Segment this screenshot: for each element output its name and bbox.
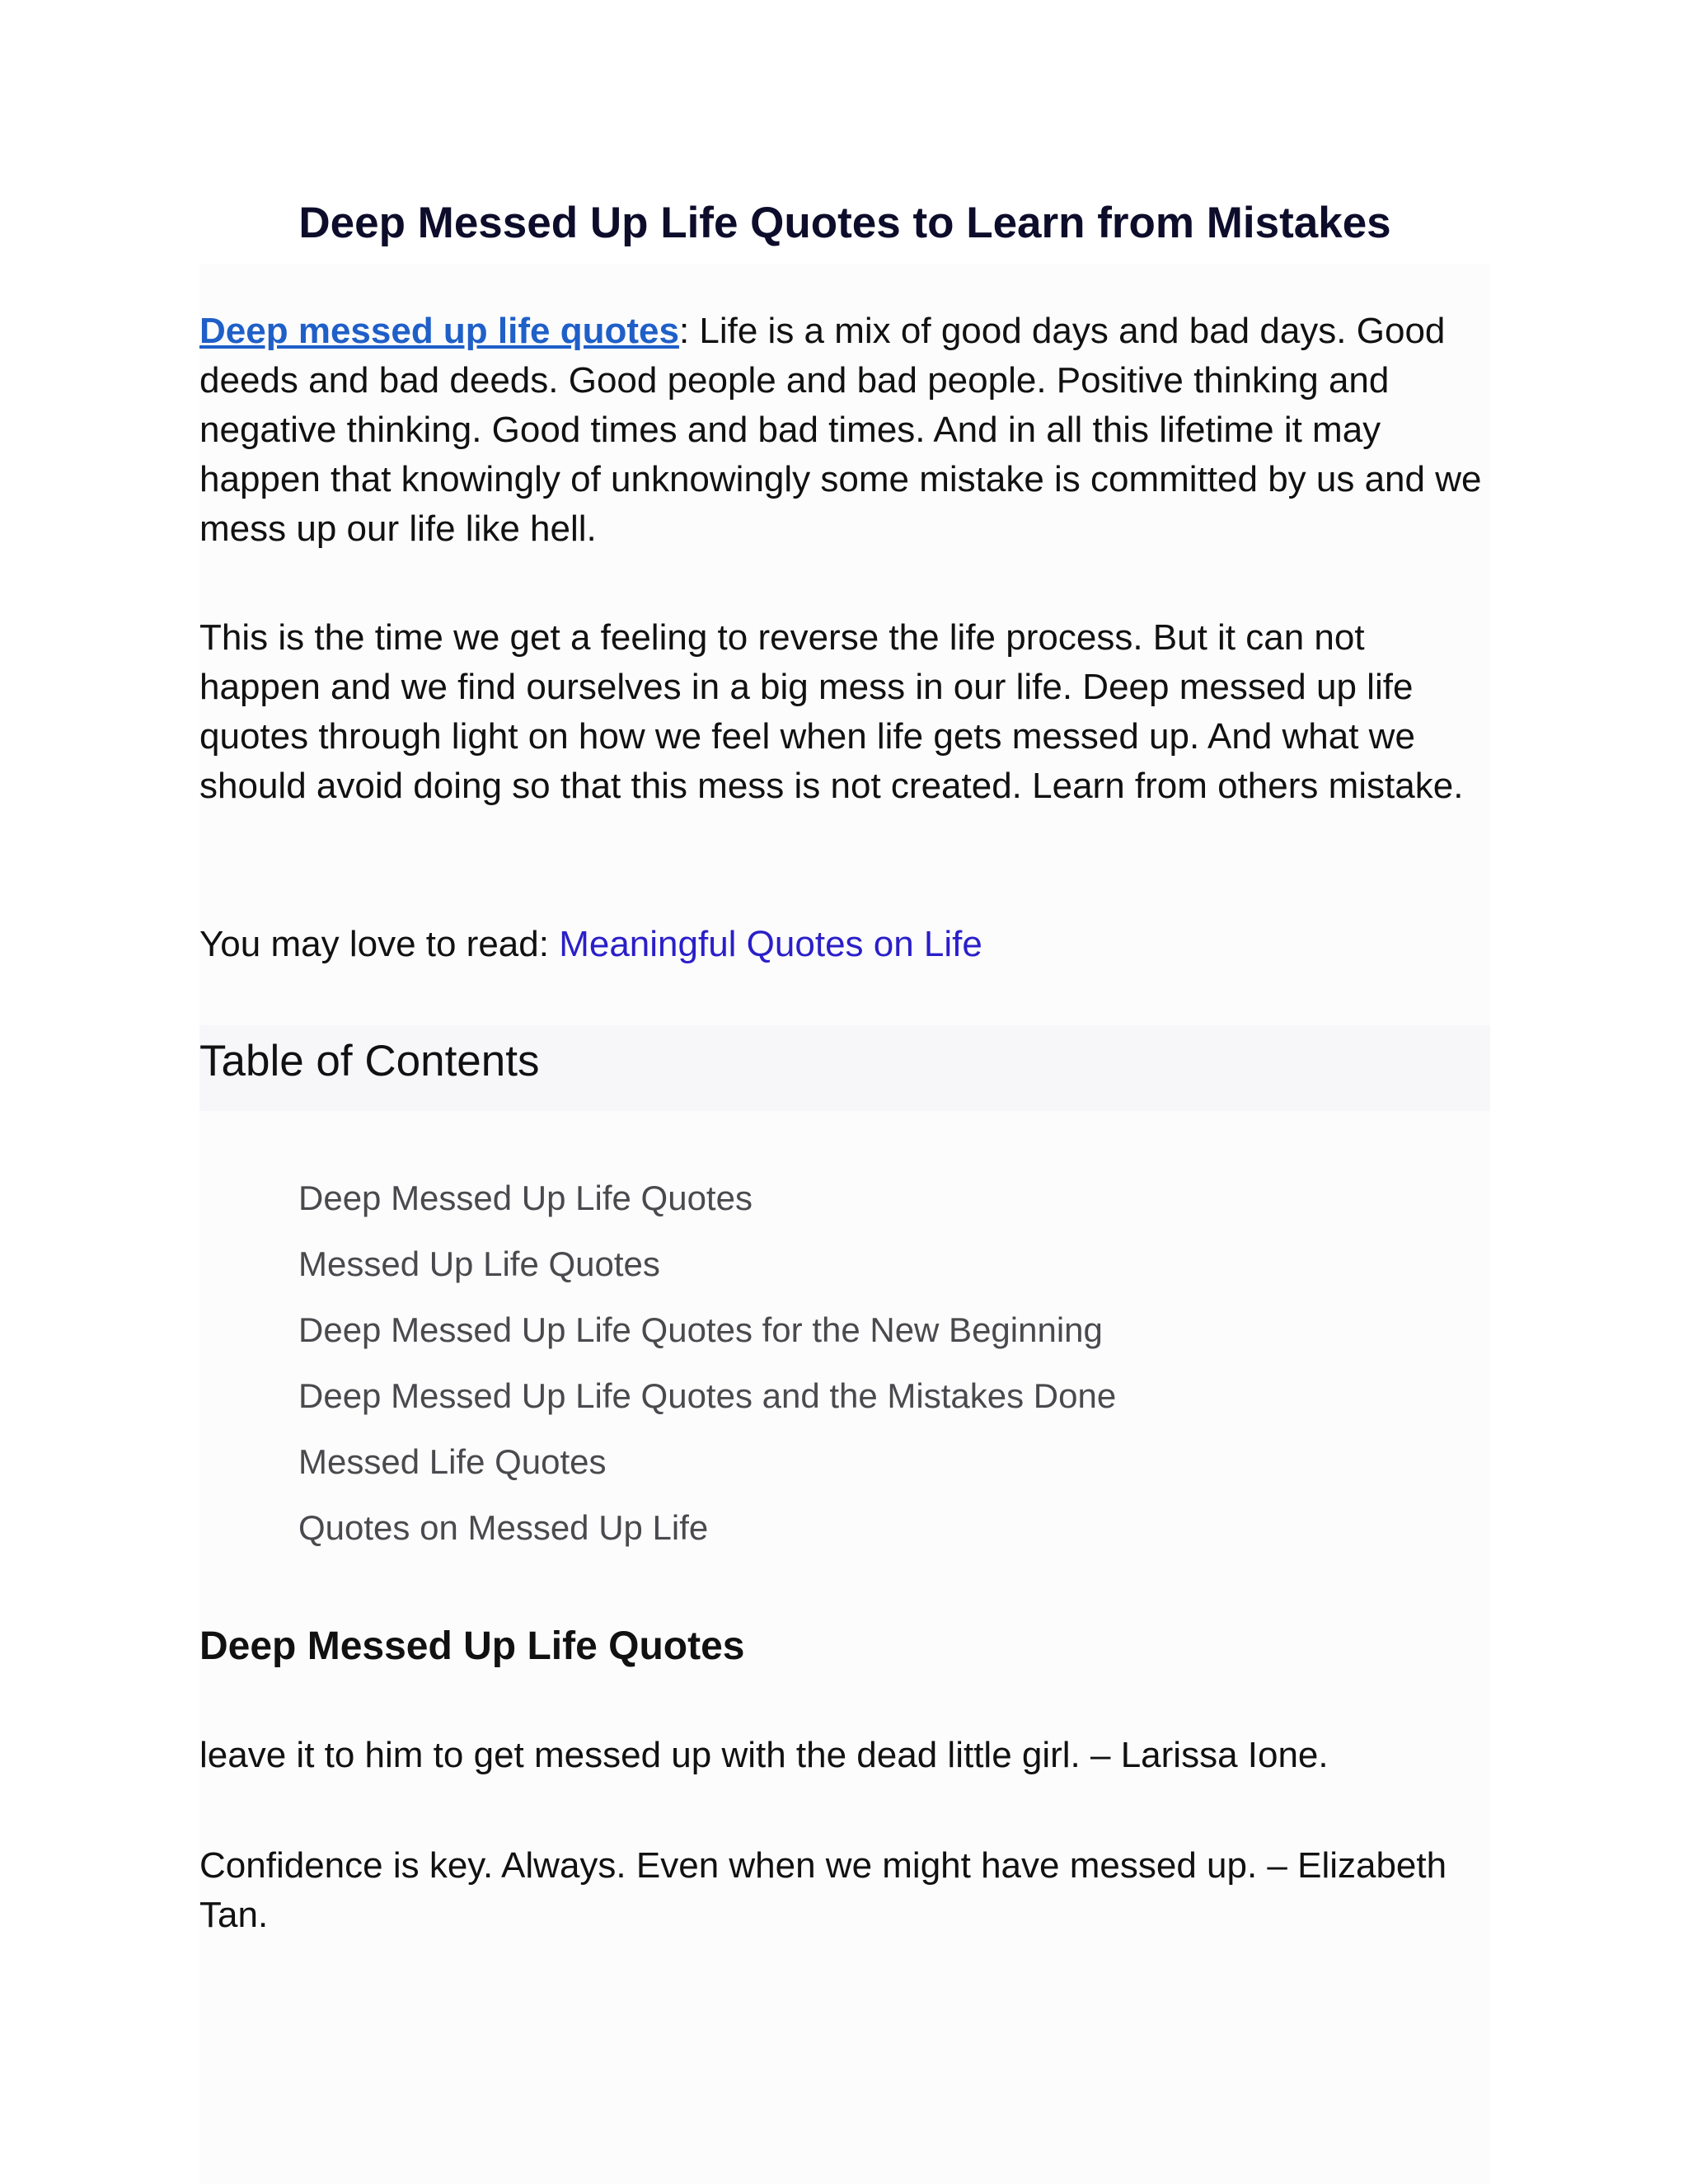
body-paragraph: This is the time we get a feeling to reverse the life process. But it can not happen and we find ourselves in a big mess in our life. Deep messed up life quotes through light on how we feel when life gets messed up. And what we should avoid doing so that this mess is not created. Learn from others mistake. xyxy=(199,617,1464,806)
toc-item[interactable]: Quotes on Messed Up Life xyxy=(298,1508,709,1547)
quote-paragraph: Confidence is key. Always. Even when we might have messed up. – Elizabeth Tan. xyxy=(199,1845,1447,1935)
document-title: Deep Messed Up Life Quotes to Learn from Mistakes xyxy=(298,199,1391,247)
section-heading: Deep Messed Up Life Quotes xyxy=(199,1624,745,1668)
intro-link[interactable]: Deep messed up life quotes xyxy=(199,311,679,351)
toc-list xyxy=(298,1165,1116,1561)
read-more-link[interactable]: Meaningful Quotes on Life xyxy=(559,924,982,964)
toc-title: Table of Contents xyxy=(199,1037,540,1085)
intro-paragraph xyxy=(199,307,1490,554)
toc-item[interactable]: Messed Up Life Quotes xyxy=(298,1244,660,1283)
toc-item[interactable]: Messed Life Quotes xyxy=(298,1442,607,1481)
toc-item[interactable]: Deep Messed Up Life Quotes and the Mistakes Done xyxy=(298,1376,1117,1415)
toc-item[interactable]: Deep Messed Up Life Quotes xyxy=(298,1179,753,1217)
intro-text: : Life is a mix of good days and bad days. Good deeds and bad deeds. Good people and bad people. Positive thinking and negative thinking. Good times and bad times. And in all this lifetime it may happen that knowingly of unknowingly some mistake is committed by us and we mess up our life like hell. xyxy=(199,311,1482,549)
toc-item[interactable]: Deep Messed Up Life Quotes for the New Beginning xyxy=(298,1310,1103,1349)
quote-paragraph: leave it to him to get messed up with the dead little girl. – Larissa Ione. xyxy=(199,1735,1329,1775)
read-more-line xyxy=(199,920,1490,969)
read-more-prefix: You may love to read: xyxy=(199,924,560,964)
